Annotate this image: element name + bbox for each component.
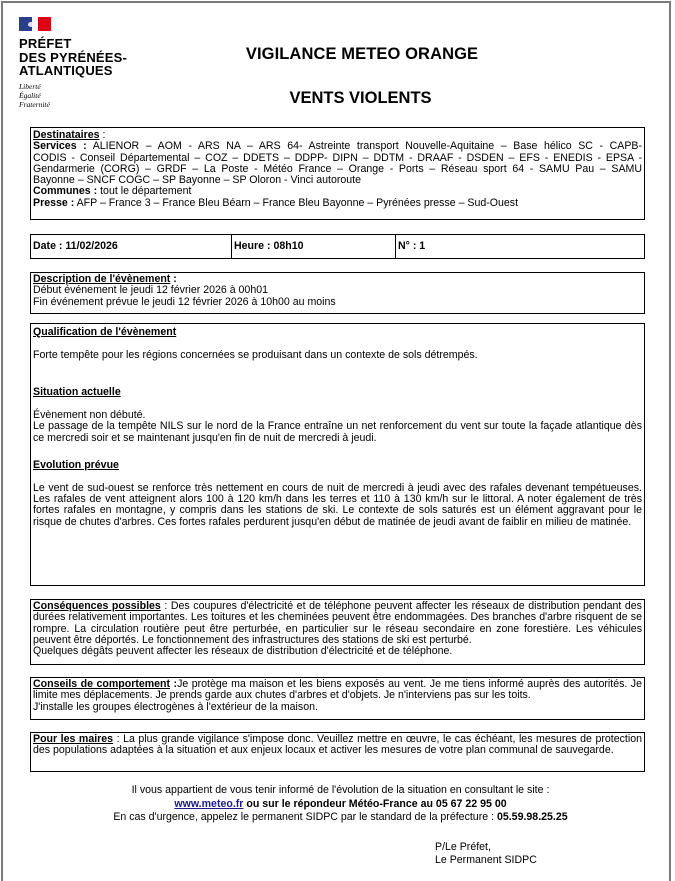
bulletin-date: Date : 11/02/2026 [31,235,232,258]
services-line-4: Bayonne – SNCF COGC – SP Bayonne – SP Oloron - Vinci autoroute [33,174,361,187]
forecast-text: Le vent de sud-ouest se renforce très nettement en cours de nuit de mercredi à jeudi avec des rafales devenant tempétueuses. Les rafales de vent atteignent alors 100 à 120 km/h dans les terres et 110 à 130 km/h sur le littoral. A noter également de très fortes rafales en montagne, y compris dans les stations de ski. Le contexte de sols saturés est un élément aggravant pour le risque de chutes d'arbres. Ces fortes rafales perdurent jusqu'en début de matinée de jeudi avant de faiblir en milieu de matinée. [33,481,642,528]
consequences-text: Des coupures d'électricité et de téléphone peuvent affecter les réseaux de distribution pendant des durées relativement importantes. Les toitures et les cheminées peuvent être endommagées. Des branches d'arbre risquent de se rompre. La circulation routière peut être perturbée, en particulier sur le réseau secondaire en zone forestière. Les véhicules peuvent être déportés. Le fonctionnement des infrastructures des stations de ski est perturbé. [33,600,642,646]
presse-line: Presse : AFP – France 3 – France Bleu Béarn – France Bleu Bayonne – Pyrénées presse – Sud-Ouest [33,196,519,209]
behaviour-advice-last-line: J'installe les groupes électrogènes à l'extérieur de la maison. [33,700,318,713]
event-description-heading: Description de l'évènement [33,273,171,285]
services-line-1: Services : ALIENOR – AOM - ARS NA – ARS 64- Astreinte transport Nouvelle-Aquitaine – Base hélico SC - CAPB- [33,140,643,153]
consequences-box: Conséquences possibles : Des coupures d'électricité et de téléphone peuvent affecter les réseaux de distribution pendant des durées relativement importantes. Les toitures et les cheminées peuvent être endommagées. Des branches d'arbre risquent de se rompre. La circulation routière peut être perturbée, en particulier sur le réseau secondaire en zone forestière. Les véhicules peuvent être déportés. Le fonctionnement des infrastructures des stations de ski est perturbé. Quelques dégâts peuvent affecter les réseaux de distribution d'électricité et de téléphone. [30,599,645,665]
footer-info [3,784,675,825]
document-subtitle: VENTS VIOLENTS [289,89,432,107]
services-line-2: CODIS - Conseil Départemental – COZ – DDETS – DDPP- DIPN – DDTM - DRAAF - DSDEN – EFS - ENEDIS - EPSA - [33,151,642,164]
republic-motto: Liberté Égalité Fraternité [19,81,50,109]
behaviour-advice-box: Conseils de comportement :Je protège ma maison et les biens exposés au vent. Je me tiens informé auprès des autorités. Je limite mes déplacements. Je prends garde aux chutes d'arbres et d'objets. Je n'interviens pas sur les toits. J'installe les groupes électrogènes à l'extérieur de la maison. [30,677,645,720]
footer-line-2: www.meteo.fr ou sur le répondeur Météo-France au 05 67 22 95 00 [174,797,507,810]
qualification-box [30,323,645,586]
current-situation-text: Le passage de la tempête NILS sur le nord de la France entraîne un net renforcement du vent sur toute la façade atlantique dès ce mercredi soir et se maintenant jusqu'en fin de nuit de mercredi à jeudi. [33,420,642,444]
document-page [1,1,671,881]
event-end: Fin événement prévue le jeudi 12 février 2026 à 10h00 au moins [33,295,336,308]
mayors-heading: Pour les maires [33,733,114,745]
document-title: VIGILANCE METEO ORANGE [245,45,479,63]
consequences-heading: Conséquences possibles [33,600,161,612]
services-line-3: Gendarmerie (CORG) – GRDF – La Poste - Météo France – Orange - Ports – Réseau sport 64 - SAMU Pau – SAMU [33,162,642,175]
signature-line-1: P/Le Préfet, [435,841,491,853]
communes-line: Communes : tout le département [33,185,192,198]
bulletin-number: N° : 1 [398,239,426,252]
signature-line-2: Le Permanent SIDPC [435,854,537,866]
qualification-text: Forte tempête pour les régions concernées se produisant dans un contexte de sols détrempés. [33,348,478,361]
forecast-heading: Evolution prévue [33,459,119,472]
current-situation-status: Évènement non débuté. [33,409,146,422]
behaviour-advice-text: Je protège ma maison et les biens exposés au vent. Je me tiens informé auprès des autorités. Je limite mes déplacements. Je prends garde aux chutes d'arbres et d'objets. Je n'interviens pas sur les toits. [33,678,642,702]
recipients-box: Destinataires : Services : ALIENOR – AOM - ARS NA – ARS 64- Astreinte transport Nouvelle-Aquitaine – Base hélico SC - CAPB- CODIS - Conseil Départemental – COZ – DDETS – DDPP- DIPN – DDTM - DRAAF - DSDEN – EFS - ENEDIS - EPSA - Gendarmerie (CORG) – GRDF – La Poste - Météo France – Orange - Ports – Réseau sport 64 - SAMU Pau – SAMU Bayonne – SNCF COGC – SP Bayonne – SP Oloron - Vinci autoroute Communes : tout le département Presse : AFP – France 3 – France Bleu Béarn – France Bleu Bayonne – Pyrénées presse – Sud-Ouest [30,127,645,220]
prefecture-name: PRÉFET DES PYRÉNÉES- ATLANTIQUES [19,36,128,78]
mayors-text: La plus grande vigilance s'impose donc. Veuillez mettre en œuvre, le cas échéant, les mesures de protection des populations adaptées à la situation et aux enjeux locaux et activer les mesures de votre plan communal de sauvegarde. [33,733,642,757]
marianne-flag-icon [19,17,57,31]
qualification-heading: Qualification de l'évènement [33,326,177,338]
meteo-france-link[interactable]: www.meteo.fr [174,797,244,810]
bulletin-info-row [30,234,645,259]
footer-line-3: En cas d'urgence, appelez le permanent SIDPC par le standard de la préfecture : 05.59.98.25.25 [113,811,568,823]
mayors-box: Pour les maires : La plus grande vigilance s'impose donc. Veuillez mettre en œuvre, le cas échéant, les mesures de protection des populations adaptées à la situation et aux enjeux locaux et activer les mesures de votre plan communal de sauvegarde. [30,732,645,772]
event-start: Début événement le jeudi 12 février 2026 à 00h01 [33,284,268,297]
bulletin-time: Heure : 08h10 [232,235,396,258]
footer-line-1: Il vous appartient de vous tenir informé de l'évolution de la situation en consultant le site : [131,784,550,796]
recipients-heading: Destinataires [33,129,100,141]
behaviour-advice-heading: Conseils de comportement [33,678,171,690]
current-situation-heading: Situation actuelle [33,386,121,399]
event-description-box: Description de l'évènement : Début événement le jeudi 12 février 2026 à 00h01 Fin événement prévue le jeudi 12 février 2026 à 10h00 au moins [30,272,645,314]
consequences-last-line: Quelques dégâts peuvent affecter les réseaux de distribution d'électricité et de téléphone. [33,645,453,658]
prefecture-phone: 05.59.98.25.25 [496,811,568,823]
signature-block [435,841,537,867]
